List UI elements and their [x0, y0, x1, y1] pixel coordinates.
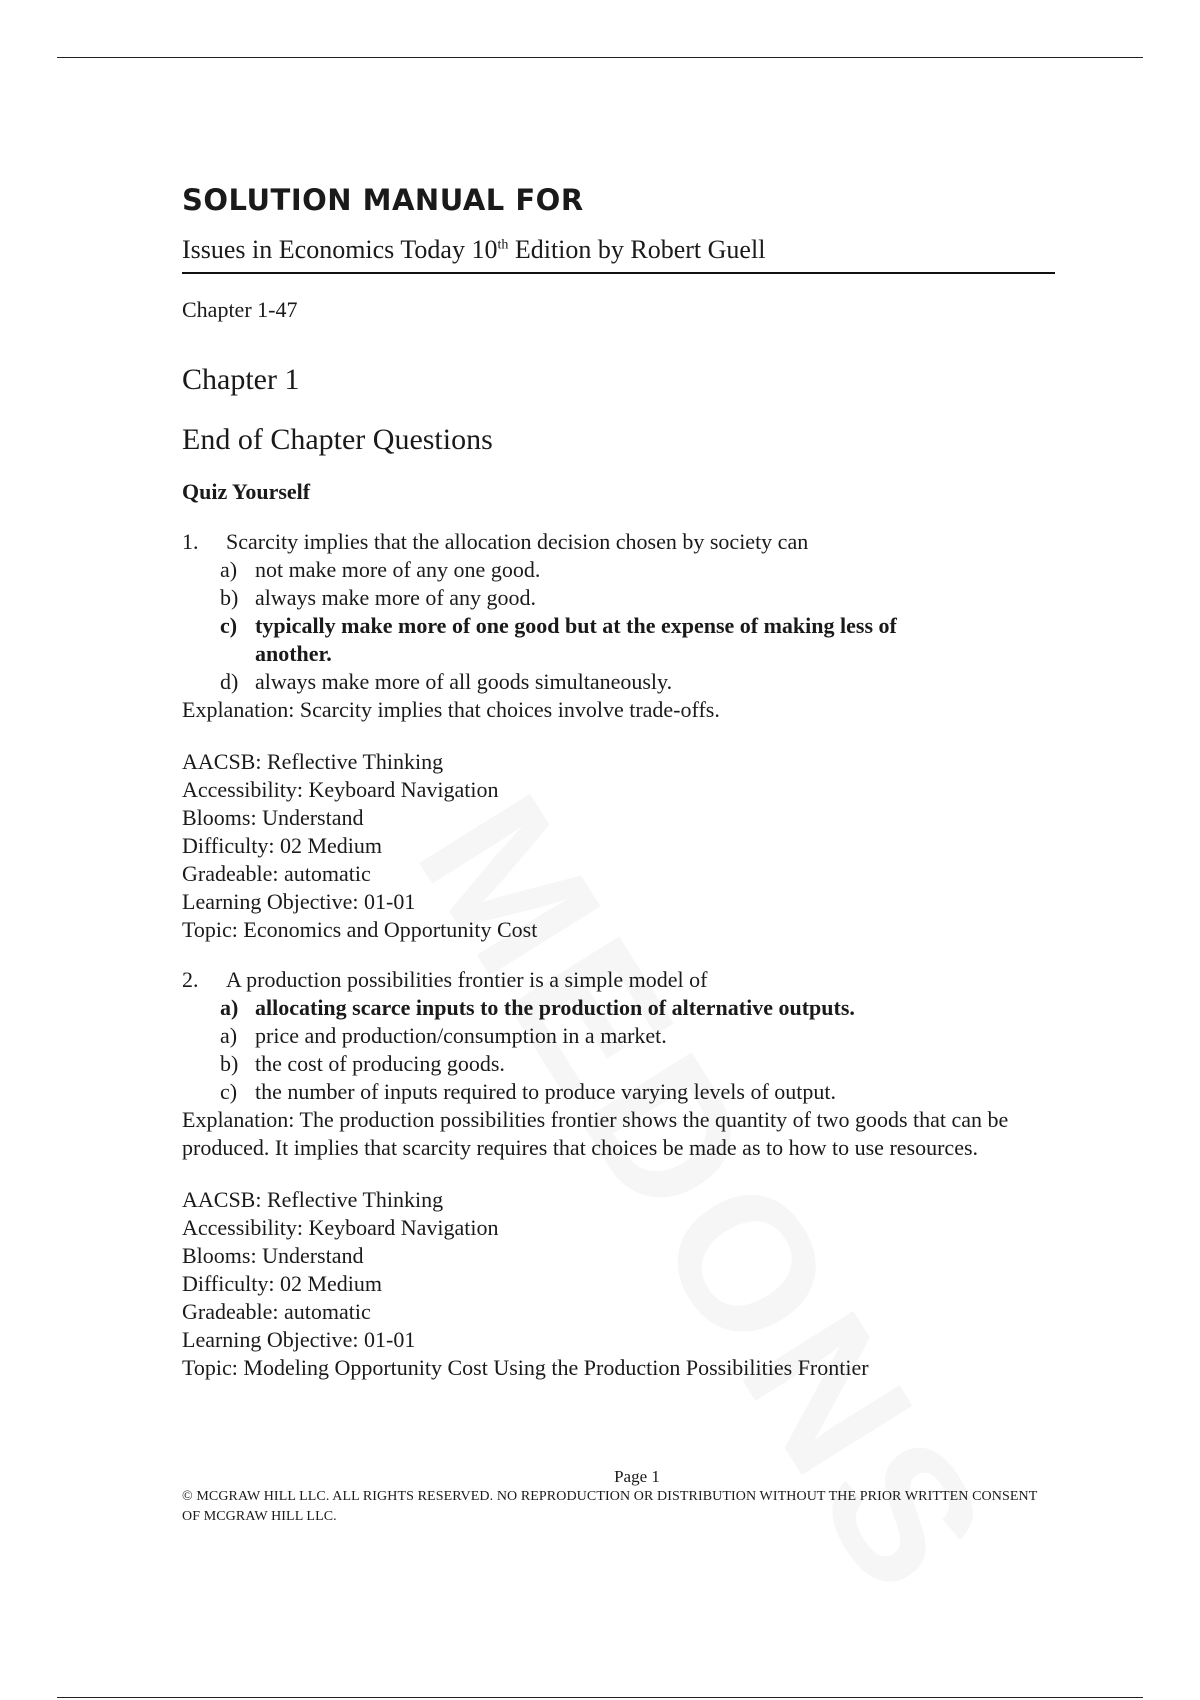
option-letter: b): [220, 585, 239, 610]
answer-option: [220, 556, 1052, 584]
meta-topic: Topic: Modeling Opportunity Cost Using the Production Possibilities Frontier: [182, 1355, 869, 1380]
explanation: Explanation: The production possibilities frontier shows the quantity of two goods that can be produced. It implies that scarcity requires that choices be made as to how to use resources.: [182, 1107, 1009, 1160]
question-1: [182, 528, 1052, 944]
option-letter: a): [220, 557, 238, 582]
manual-title: SOLUTION MANUAL FOR: [182, 183, 584, 217]
book-title: [182, 232, 1055, 274]
option-letter: c): [220, 1079, 238, 1104]
option-text: always make more of any good.: [255, 585, 537, 610]
meta-aacsb: AACSB: Reflective Thinking: [182, 749, 444, 774]
explanation: Explanation: Scarcity implies that choices involve trade-offs.: [182, 697, 720, 722]
meta-difficulty: Difficulty: 02 Medium: [182, 1271, 383, 1296]
option-letter: a): [220, 995, 239, 1020]
question-text: A production possibilities frontier is a simple model of: [226, 967, 708, 992]
quiz-heading: Quiz Yourself: [182, 479, 311, 504]
book-title-suffix: Edition by Robert Guell: [508, 235, 766, 264]
meta-topic: Topic: Economics and Opportunity Cost: [182, 917, 538, 942]
answer-options: [220, 994, 1052, 1106]
meta-aacsb: AACSB: Reflective Thinking: [182, 1187, 444, 1212]
option-text: the cost of producing goods.: [255, 1051, 505, 1076]
question-metadata: [182, 748, 1052, 944]
option-text: the number of inputs required to produce varying levels of output.: [255, 1079, 837, 1104]
meta-accessibility: Accessibility: Keyboard Navigation: [182, 1215, 499, 1240]
answer-option: [220, 1022, 1052, 1050]
book-title-superscript: th: [497, 237, 509, 253]
correct-answer-option: [220, 994, 1052, 1022]
question-stem: [182, 528, 1052, 556]
option-text: allocating scarce inputs to the production of alternative outputs.: [255, 995, 855, 1020]
page-number: Page 1: [614, 1467, 660, 1486]
question-text: Scarcity implies that the allocation decision chosen by society can: [226, 529, 809, 554]
option-letter: d): [220, 669, 239, 694]
option-letter: a): [220, 1023, 238, 1048]
chapter-heading: Chapter 1: [182, 363, 300, 396]
meta-gradeable: Gradeable: automatic: [182, 861, 371, 886]
page-footer: [182, 1467, 1042, 1527]
option-text: not make more of any one good.: [255, 557, 541, 582]
question-number: 2.: [182, 967, 199, 992]
meta-learning-objective: Learning Objective: 01-01: [182, 1327, 416, 1352]
option-letter: c): [220, 613, 238, 638]
top-rule: [57, 57, 1143, 58]
book-title-prefix: Issues in Economics Today 10: [182, 235, 498, 264]
option-text: typically make more of one good but at the expense of making less of another.: [255, 613, 897, 666]
bottom-rule: [57, 1697, 1143, 1698]
copyright-notice: © MCGRAW HILL LLC. ALL RIGHTS RESERVED. NO REPRODUCTION OR DISTRIBUTION WITHOUT THE PRIOR WRITTEN CONSENT OF MCGRAW HILL LLC.: [182, 1489, 1038, 1524]
answer-option: [220, 668, 1052, 696]
document-body: [182, 180, 1052, 1382]
chapter-range: Chapter 1-47: [182, 297, 298, 322]
question-number: 1.: [182, 529, 199, 554]
option-text: price and production/consumption in a market.: [255, 1023, 667, 1048]
meta-gradeable: Gradeable: automatic: [182, 1299, 371, 1324]
answer-options: [220, 556, 1052, 696]
correct-answer-option: [220, 612, 1052, 668]
meta-blooms: Blooms: Understand: [182, 805, 364, 830]
answer-option: [220, 1078, 1052, 1106]
meta-learning-objective: Learning Objective: 01-01: [182, 889, 416, 914]
question-stem: [182, 966, 1052, 994]
section-heading: End of Chapter Questions: [182, 423, 493, 456]
question-2: [182, 966, 1052, 1382]
answer-option: [220, 1050, 1052, 1078]
meta-difficulty: Difficulty: 02 Medium: [182, 833, 383, 858]
meta-accessibility: Accessibility: Keyboard Navigation: [182, 777, 499, 802]
option-letter: b): [220, 1051, 239, 1076]
question-metadata: [182, 1186, 1052, 1382]
option-text: always make more of all goods simultaneously.: [255, 669, 673, 694]
answer-option: [220, 584, 1052, 612]
meta-blooms: Blooms: Understand: [182, 1243, 364, 1268]
